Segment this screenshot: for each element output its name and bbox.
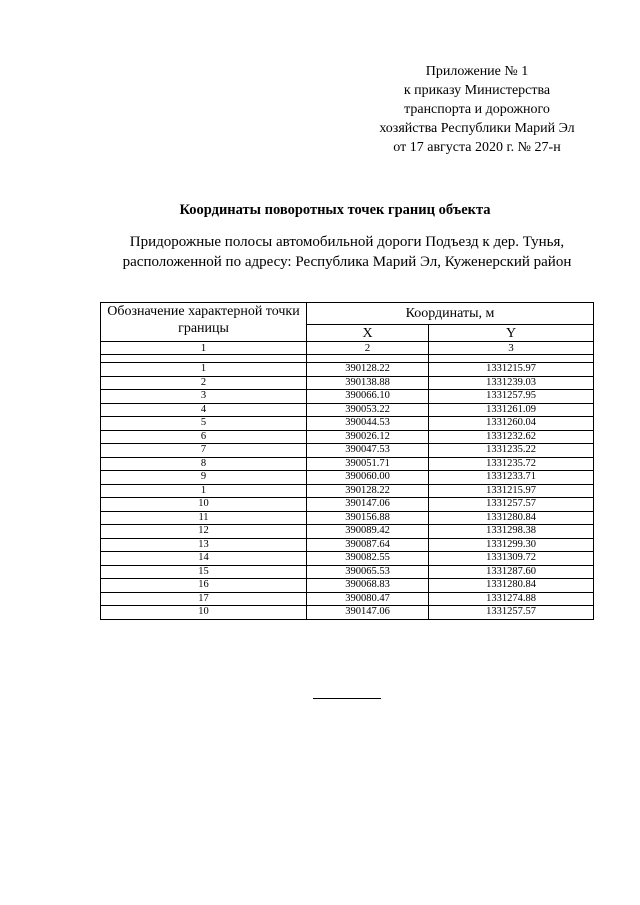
spacer-row — [101, 355, 594, 363]
y-cell: 1331257.95 — [429, 390, 594, 404]
point-cell: 12 — [101, 525, 307, 539]
x-cell: 390044.53 — [307, 417, 429, 431]
table-row — [101, 471, 594, 485]
x-cell: 390087.64 — [307, 538, 429, 552]
point-cell: 8 — [101, 457, 307, 471]
table-row — [101, 376, 594, 390]
point-cell: 11 — [101, 511, 307, 525]
point-cell: 10 — [101, 606, 307, 620]
y-cell: 1331257.57 — [429, 606, 594, 620]
document-title: Координаты поворотных точек границ объекта — [179, 202, 491, 218]
table-row — [101, 403, 594, 417]
y-cell: 1331299.30 — [429, 538, 594, 552]
column-number: 2 — [307, 342, 429, 355]
table-row — [101, 417, 594, 431]
point-cell: 5 — [101, 417, 307, 431]
y-cell: 1331309.72 — [429, 552, 594, 566]
table-row — [101, 498, 594, 512]
x-cell: 390026.12 — [307, 430, 429, 444]
y-cell: 1331261.09 — [429, 403, 594, 417]
point-cell: 1 — [101, 484, 307, 498]
subtitle-line: расположенной по адресу: Республика Марий Эл, Куженерский район — [122, 254, 572, 270]
point-cell: 2 — [101, 376, 307, 390]
table-row — [101, 390, 594, 404]
table-row — [101, 552, 594, 566]
header-x: X — [307, 325, 429, 342]
point-cell: 9 — [101, 471, 307, 485]
y-cell: 1331260.04 — [429, 417, 594, 431]
x-cell: 390065.53 — [307, 565, 429, 579]
x-cell: 390051.71 — [307, 457, 429, 471]
table-row — [101, 511, 594, 525]
x-cell: 390138.88 — [307, 376, 429, 390]
table-row — [101, 525, 594, 539]
table-row — [101, 430, 594, 444]
x-cell: 390068.83 — [307, 579, 429, 593]
point-cell: 13 — [101, 538, 307, 552]
point-cell: 15 — [101, 565, 307, 579]
y-cell: 1331215.97 — [429, 484, 594, 498]
header-point-designation: Обозначение характерной точки границы — [101, 303, 307, 342]
header-y: Y — [429, 325, 594, 342]
table-row — [101, 444, 594, 458]
annex-line: к приказу Министерства — [403, 83, 551, 98]
x-cell: 390128.22 — [307, 484, 429, 498]
point-cell: 16 — [101, 579, 307, 593]
annex-line: хозяйства Республики Марий Эл — [379, 121, 575, 136]
y-cell: 1331280.84 — [429, 579, 594, 593]
annex-line: транспорта и дорожного — [404, 102, 550, 117]
y-cell: 1331235.72 — [429, 457, 594, 471]
y-cell: 1331233.71 — [429, 471, 594, 485]
signature-line — [313, 698, 381, 699]
annex-line: Приложение № 1 — [425, 64, 529, 79]
table-row — [101, 606, 594, 620]
x-cell: 390128.22 — [307, 363, 429, 377]
point-cell: 10 — [101, 498, 307, 512]
y-cell: 1331215.97 — [429, 363, 594, 377]
subtitle-line: Придорожные полосы автомобильной дороги Подъезд к дер. Тунья, — [129, 234, 565, 250]
x-cell: 390066.10 — [307, 390, 429, 404]
y-cell: 1331287.60 — [429, 565, 594, 579]
table-row — [101, 363, 594, 377]
table-row — [101, 565, 594, 579]
document-subtitle — [0, 232, 640, 272]
table-row — [101, 579, 594, 593]
table-row — [101, 538, 594, 552]
annex-block — [360, 62, 594, 157]
table-row — [101, 484, 594, 498]
y-cell: 1331257.57 — [429, 498, 594, 512]
x-cell: 390053.22 — [307, 403, 429, 417]
y-cell: 1331274.88 — [429, 592, 594, 606]
y-cell: 1331280.84 — [429, 511, 594, 525]
x-cell: 390156.88 — [307, 511, 429, 525]
point-cell: 3 — [101, 390, 307, 404]
coordinates-table — [100, 302, 594, 620]
column-number: 1 — [101, 342, 307, 355]
y-cell: 1331232.62 — [429, 430, 594, 444]
header-coordinates: Координаты, м — [307, 303, 594, 325]
table-body — [101, 363, 594, 620]
column-number: 3 — [429, 342, 594, 355]
y-cell: 1331239.03 — [429, 376, 594, 390]
y-cell: 1331298.38 — [429, 525, 594, 539]
point-cell: 7 — [101, 444, 307, 458]
x-cell: 390060.00 — [307, 471, 429, 485]
point-cell: 1 — [101, 363, 307, 377]
point-cell: 17 — [101, 592, 307, 606]
x-cell: 390047.53 — [307, 444, 429, 458]
x-cell: 390147.06 — [307, 606, 429, 620]
x-cell: 390089.42 — [307, 525, 429, 539]
y-cell: 1331235.22 — [429, 444, 594, 458]
point-cell: 6 — [101, 430, 307, 444]
table-row — [101, 457, 594, 471]
x-cell: 390080.47 — [307, 592, 429, 606]
point-cell: 14 — [101, 552, 307, 566]
annex-line: от 17 августа 2020 г. № 27-н — [393, 140, 561, 155]
x-cell: 390082.55 — [307, 552, 429, 566]
x-cell: 390147.06 — [307, 498, 429, 512]
point-cell: 4 — [101, 403, 307, 417]
table-row — [101, 592, 594, 606]
